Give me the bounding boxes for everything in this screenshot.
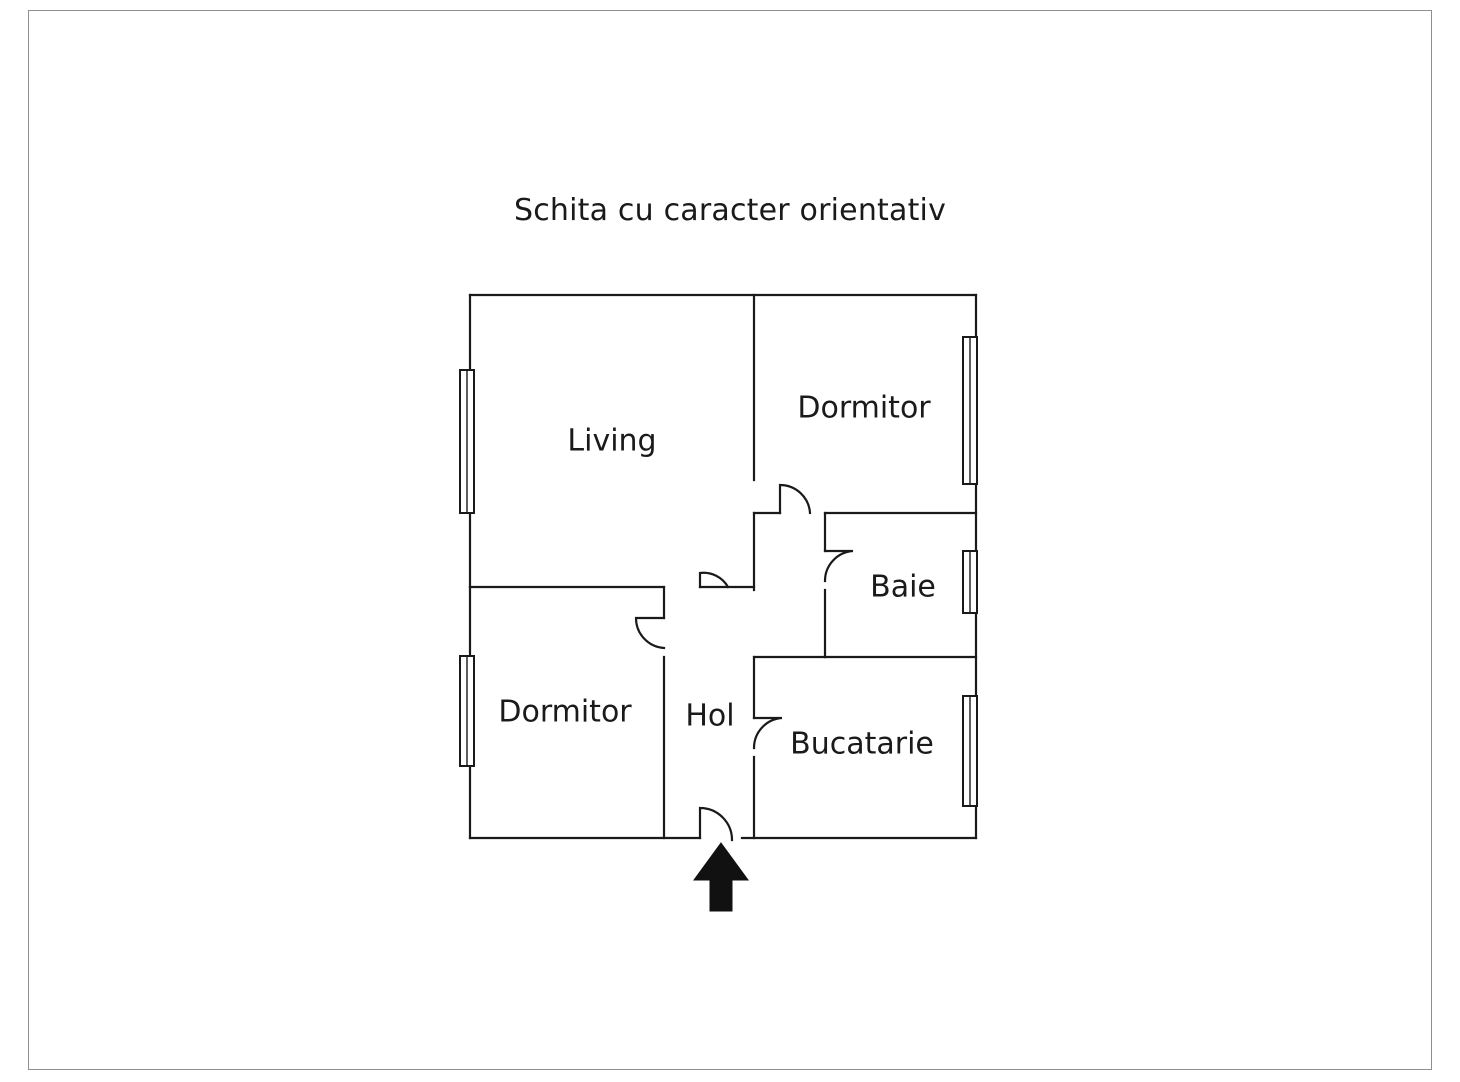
door-entrance [700, 808, 732, 840]
door-baie [825, 551, 853, 581]
room-label-bucatarie: Bucatarie [790, 726, 934, 762]
room-label-baie: Baie [870, 569, 936, 605]
door-living [700, 573, 728, 587]
room-label-hol: Hol [685, 698, 735, 734]
door-bucatarie [754, 718, 782, 748]
room-label-dormitor-top: Dormitor [797, 390, 931, 426]
entrance-arrow [694, 843, 748, 911]
page-title: Schita cu caracter orientativ [513, 193, 947, 228]
door-dormitor-bottom [636, 618, 664, 648]
room-label-living: Living [567, 423, 657, 459]
room-label-dormitor-bottom: Dormitor [498, 694, 632, 730]
door-dormitor-top [780, 485, 810, 513]
